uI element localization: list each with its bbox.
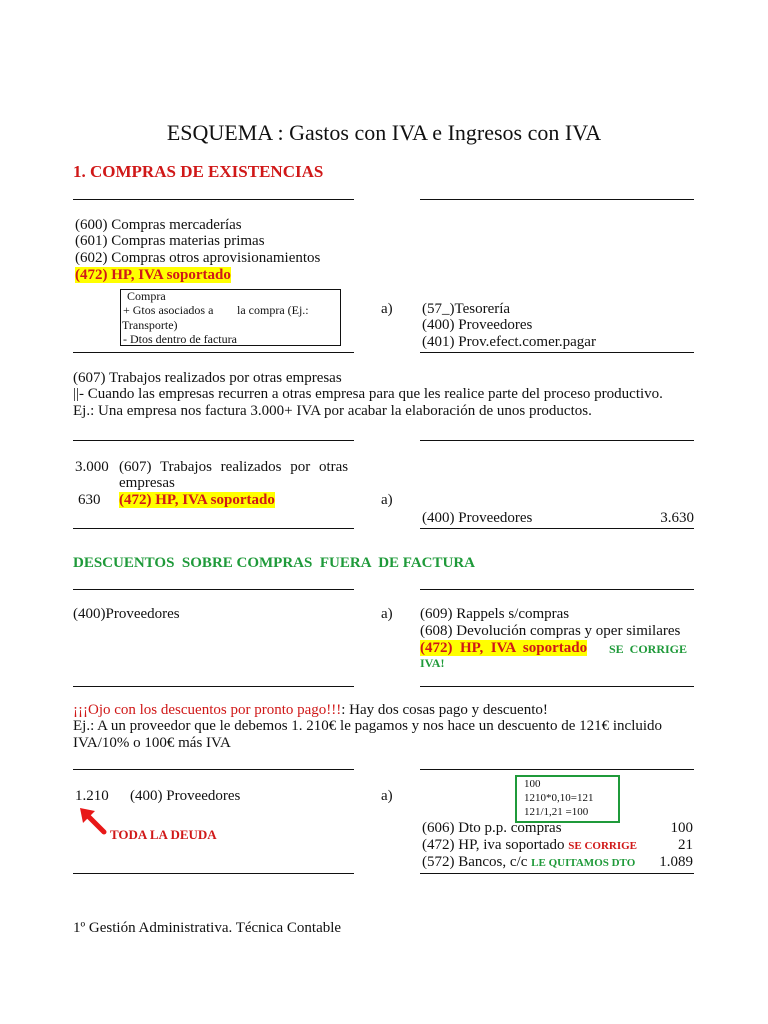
credit-line: (608) Devolución compras y oper similares <box>420 623 681 639</box>
box-line: Transporte) <box>122 318 178 332</box>
correction-note: IVA! <box>420 656 445 670</box>
page-title: ESQUEMA : Gastos con IVA e Ingresos con IVA <box>166 120 602 145</box>
t-account-bottom-left <box>73 873 354 874</box>
box-line: + Gtos asociados a <box>123 303 214 317</box>
credit-amount: 21 <box>678 837 693 853</box>
a-label: a) <box>381 301 393 317</box>
t-account-bottom-left <box>73 528 354 529</box>
example-line: IVA/10% o 100€ más IVA <box>73 735 231 751</box>
box-line: Compra <box>127 289 166 303</box>
amount: 1.210 <box>75 788 109 804</box>
correction-note: SE CORRIGE <box>568 840 638 852</box>
debit-line: (600) Compras mercaderías <box>75 217 242 233</box>
credit-line: (401) Prov.efect.comer.pagar <box>422 334 596 350</box>
iva-highlight: (472) HP, IVA soportado <box>119 492 275 508</box>
example-line: Ej.: A un proveedor que le debemos 1. 210€ le pagamos y nos hace un descuento de 121€ incluido <box>73 718 663 734</box>
t-account-bottom-right <box>420 686 694 687</box>
t-account-top-left <box>73 769 354 770</box>
credit-line: (606) Dto p.p. compras <box>422 820 562 836</box>
page-footer: 1º Gestión Administrativa. Técnica Contable <box>73 920 342 936</box>
iva-line <box>420 640 587 657</box>
box-line: la compra (Ej.: <box>237 303 309 317</box>
credit-amount: 100 <box>670 820 693 836</box>
amount: 630 <box>78 492 101 508</box>
t-account-top-right <box>420 589 694 590</box>
t-account-top-left <box>73 440 354 441</box>
deuda-label: TODA LA DEUDA <box>110 827 217 842</box>
credit-line: (609) Rappels s/compras <box>420 606 570 622</box>
t-account-top-left <box>73 199 354 200</box>
calc-line: 100 <box>524 778 541 790</box>
warning-line <box>73 702 548 719</box>
credit-line: (400) Proveedores <box>422 317 533 333</box>
t-account-top-right <box>420 440 694 441</box>
iva-line <box>75 267 231 284</box>
account-text: (607) Trabajos realizados por otras <box>119 459 349 475</box>
credit-account: (472) HP, iva soportado <box>422 837 565 853</box>
credit-line: (400) Proveedores <box>422 510 533 526</box>
t-account-top-right <box>420 769 694 770</box>
iva-highlight: (472) HP, IVA soportado <box>420 640 588 656</box>
a-label: a) <box>381 492 393 508</box>
t-account-bottom-left <box>73 352 354 353</box>
discount-note: LE QUITAMOS DTO <box>531 857 636 869</box>
t-account-bottom-right <box>420 528 694 529</box>
account-text: empresas <box>119 475 175 491</box>
debit-line: (602) Compras otros aprovisionamientos <box>75 250 321 266</box>
a-label: a) <box>381 788 393 804</box>
debit-line: (400) Proveedores <box>130 788 241 804</box>
section3-heading: DESCUENTOS SOBRE COMPRAS FUERA DE FACTURA <box>73 555 475 571</box>
t-account-top-left <box>73 589 354 590</box>
credit-account: (572) Bancos, c/c <box>422 854 528 870</box>
t-account-bottom-left <box>73 686 354 687</box>
red-arrow-icon <box>76 804 110 838</box>
calc-line: 121/1,21 =100 <box>524 806 589 818</box>
section1-heading: 1. COMPRAS DE EXISTENCIAS <box>73 162 324 181</box>
calc-line: 1210*0,10=121 <box>524 792 594 804</box>
debit-line: (400)Proveedores <box>73 606 180 622</box>
intro-line: ||- Cuando las empresas recurren a otras empresa para que les realice parte del proceso productivo. <box>73 386 663 402</box>
intro-line: Ej.: Una empresa nos factura 3.000+ IVA por acabar la elaboración de unos productos. <box>73 403 592 419</box>
a-label: a) <box>381 606 393 622</box>
debit-line: (601) Compras materias primas <box>75 233 265 249</box>
box-line: - Dtos dentro de factura <box>123 332 237 346</box>
credit-line: (57_)Tesorería <box>422 301 511 317</box>
credit-line <box>422 837 637 855</box>
t-account-bottom-right <box>420 873 694 874</box>
iva-line <box>119 492 275 509</box>
warning-rest: : Hay dos cosas pago y descuento! <box>341 702 548 718</box>
warning-text: ¡¡¡Ojo con los descuentos por pronto pago!!! <box>73 702 342 718</box>
credit-line <box>422 854 635 872</box>
t-account-bottom-right <box>420 352 694 353</box>
credit-amount: 3.630 <box>660 510 694 526</box>
iva-highlight: (472) HP, IVA soportado <box>75 267 231 283</box>
correction-note: SE CORRIGE <box>609 642 688 656</box>
credit-amount: 1.089 <box>659 854 693 870</box>
amount: 3.000 <box>75 459 109 475</box>
intro-line: (607) Trabajos realizados por otras empresas <box>73 370 342 386</box>
t-account-top-right <box>420 199 694 200</box>
